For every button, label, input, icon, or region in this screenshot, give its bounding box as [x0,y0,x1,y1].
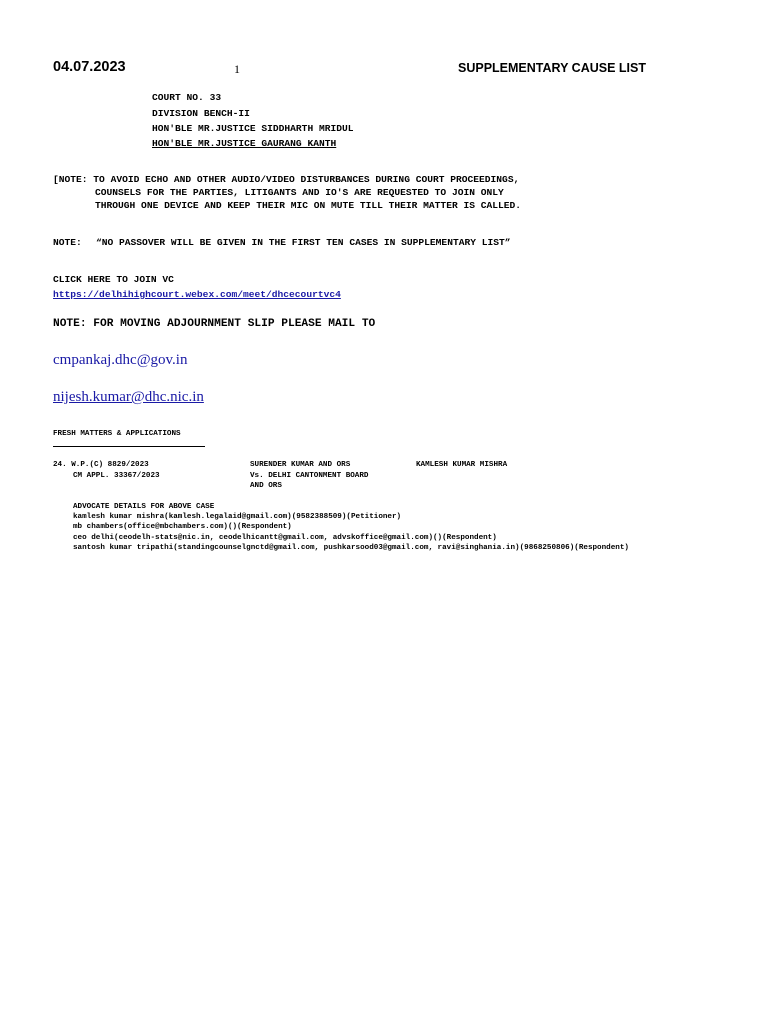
case-application: CM APPL. 33367/2023 [73,472,160,480]
case-party-3: AND ORS [250,482,282,490]
note-passover-label: NOTE: [53,237,82,248]
judge-2: HON'BLE MR.JUSTICE GAURANG KANTH [152,138,337,149]
judge-1: HON'BLE MR.JUSTICE SIDDHARTH MRIDUL [152,123,354,134]
court-number: COURT NO. 33 [152,92,222,103]
section-heading: FRESH MATTERS & APPLICATIONS [53,430,181,438]
note-av-line-2: COUNSELS FOR THE PARTIES, LITIGANTS AND IO'S ARE REQUESTED TO JOIN ONLY [95,187,504,198]
page-number: 1 [234,62,240,76]
advocate-line-1: kamlesh kumar mishra(kamlesh.legalaid@gmail.com)(9582388509)(Petitioner) [73,513,402,521]
note-av-line-3: THROUGH ONE DEVICE AND KEEP THEIR MIC ON MUTE TILL THEIR MATTER IS CALLED. [95,200,522,211]
email-link-1[interactable]: cmpankaj.dhc@gov.in [53,352,188,368]
case-number: 24. W.P.(C) 8829/2023 [53,461,149,469]
case-party-1: SURENDER KUMAR AND ORS [250,461,351,469]
advocate-details-heading: ADVOCATE DETAILS FOR ABOVE CASE [73,503,215,511]
case-advocate: KAMLESH KUMAR MISHRA [416,461,508,469]
email-link-2[interactable]: nijesh.kumar@dhc.nic.in [53,389,204,405]
advocate-line-2: mb chambers(office@mbchambers.com)()(Respondent) [73,523,292,531]
bench-name: DIVISION BENCH-II [152,108,250,119]
vc-link[interactable]: https://delhihighcourt.webex.com/meet/dhcecourtvc4 [53,289,341,300]
section-divider [53,446,205,447]
advocate-line-4: santosh kumar tripathi(standingcounselgnctd@gmail.com, pushkarsood03@gmail.com, ravi@singhania.in)(9868250806)(Respondent) [73,544,629,552]
note-av-line-1: [NOTE: TO AVOID ECHO AND OTHER AUDIO/VIDEO DISTURBANCES DURING COURT PROCEEDINGS, [53,174,520,185]
advocate-line-3: ceo delhi(ceodelh-stats@nic.in, ceodelhicantt@gmail.com, advskoffice@gmail.com)()(Respondent) [73,534,497,542]
case-party-2: Vs. DELHI CANTONMENT BOARD [250,472,369,480]
list-date: 04.07.2023 [53,59,126,75]
document-title: SUPPLEMENTARY CAUSE LIST [458,61,646,75]
note-passover-text: “NO PASSOVER WILL BE GIVEN IN THE FIRST TEN CASES IN SUPPLEMENTARY LIST” [96,237,511,248]
vc-label: CLICK HERE TO JOIN VC [53,274,174,285]
adjournment-note: NOTE: FOR MOVING ADJOURNMENT SLIP PLEASE MAIL TO [53,318,376,330]
